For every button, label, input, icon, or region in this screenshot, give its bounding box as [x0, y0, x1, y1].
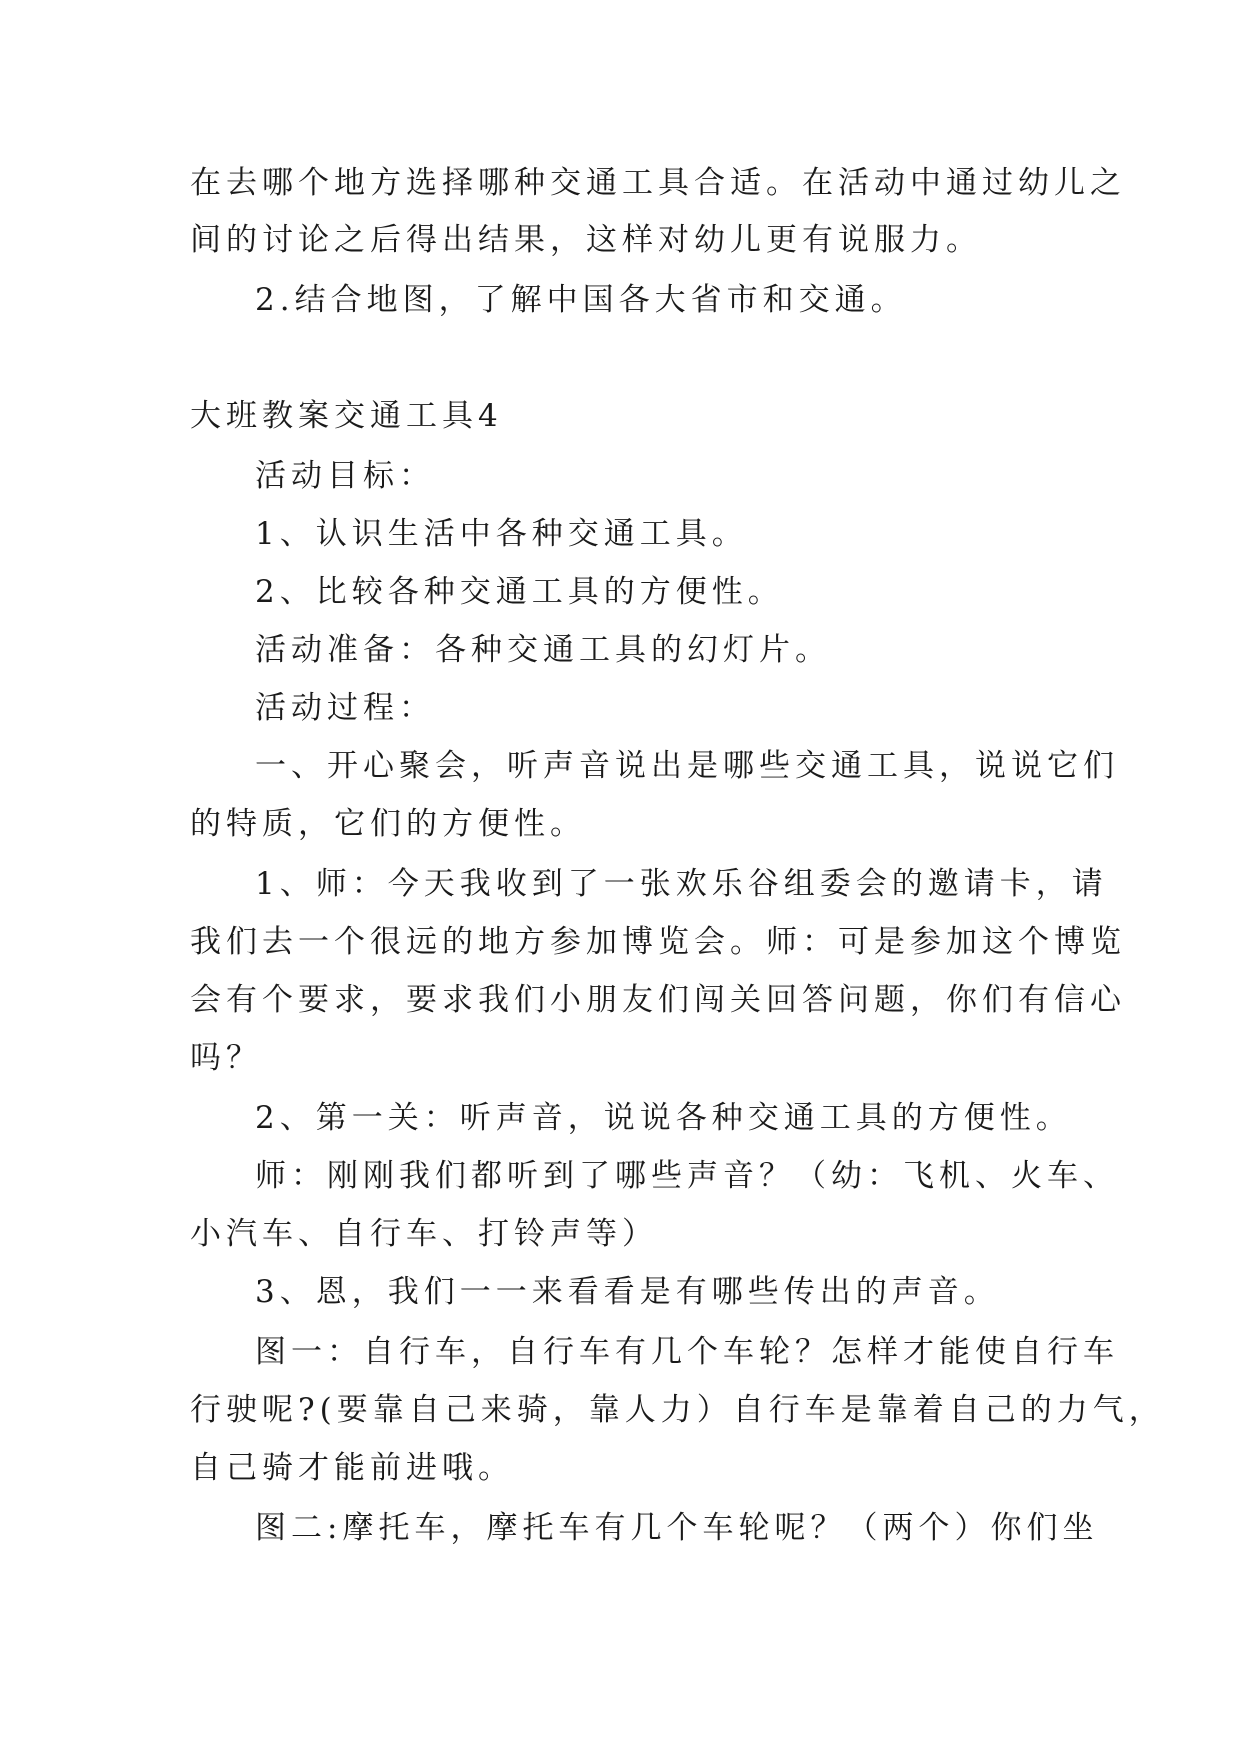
paragraph-line: 的特质，它们的方便性。: [190, 806, 586, 842]
heading-activity-process: 活动过程：: [255, 690, 435, 726]
paragraph-line: 在去哪个地方选择哪种交通工具合适。在活动中通过幼儿之: [190, 165, 1126, 201]
section-title: 大班教案交通工具4: [190, 398, 503, 434]
heading-activity-goals: 活动目标：: [255, 458, 435, 494]
paragraph-line: 3、恩，我们一一来看看是有哪些传出的声音。: [255, 1274, 1000, 1310]
paragraph-line: 活动准备：各种交通工具的幻灯片。: [255, 632, 831, 668]
paragraph-line: 行驶呢?(要靠自己来骑，靠人力）自行车是靠着自己的力气，: [190, 1392, 1165, 1428]
paragraph-line: 2、第一关：听声音，说说各种交通工具的方便性。: [255, 1100, 1072, 1136]
paragraph-line: 图一：自行车，自行车有几个车轮？怎样才能使自行车: [255, 1334, 1119, 1370]
paragraph-line: 间的讨论之后得出结果，这样对幼儿更有说服力。: [190, 222, 982, 258]
paragraph-line: 吗？: [190, 1040, 262, 1076]
paragraph-line: 图二:摩托车，摩托车有几个车轮呢？（两个）你们坐: [255, 1510, 1099, 1546]
paragraph-line: 小汽车、自行车、打铃声等）: [190, 1216, 658, 1252]
paragraph-line: 我们去一个很远的地方参加博览会。师：可是参加这个博览: [190, 924, 1126, 960]
paragraph-line: 自己骑才能前进哦。: [190, 1450, 514, 1486]
paragraph-line: 2.结合地图，了解中国各大省市和交通。: [255, 282, 907, 318]
paragraph-line: 一、开心聚会，听声音说出是哪些交通工具，说说它们: [255, 748, 1119, 784]
list-item: 2、比较各种交通工具的方便性。: [255, 574, 784, 610]
paragraph-line: 1、师：今天我收到了一张欢乐谷组委会的邀请卡，请: [255, 866, 1108, 902]
list-item: 1、认识生活中各种交通工具。: [255, 516, 748, 552]
paragraph-line: 会有个要求，要求我们小朋友们闯关回答问题，你们有信心: [190, 982, 1126, 1018]
paragraph-line: 师：刚刚我们都听到了哪些声音？（幼：飞机、火车、: [255, 1158, 1119, 1194]
